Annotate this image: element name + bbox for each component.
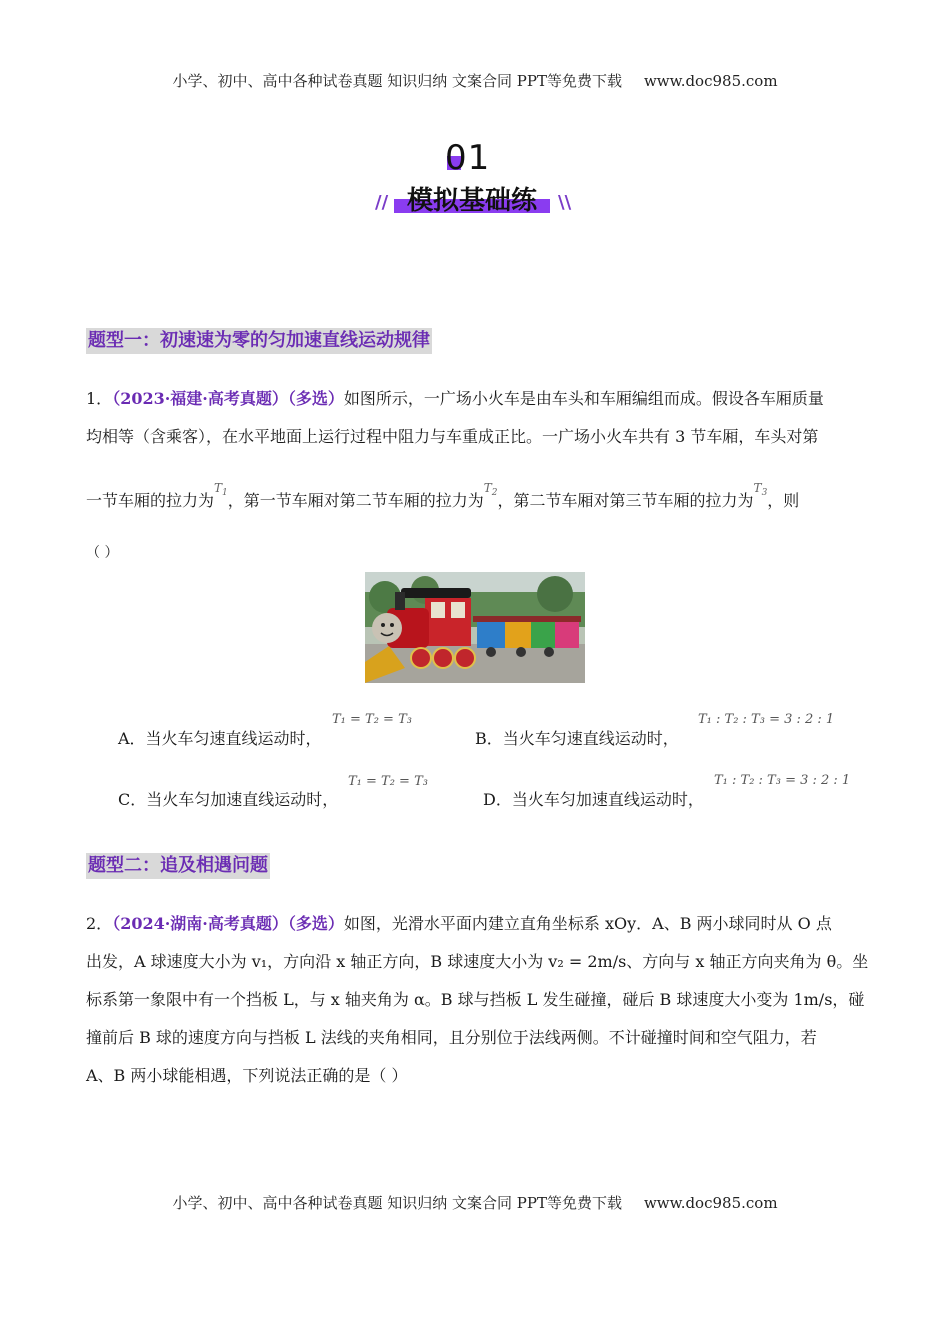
badge-number xyxy=(445,138,515,178)
footer-text: 小学、初中、高中各种试卷真题 知识归纳 文案合同 PPT等免费下载 xyxy=(172,1194,622,1212)
page-header xyxy=(0,70,950,91)
q2-text-line1: 如图，光滑水平面内建立直角坐标系 xOy．A、B 两小球同时从 O 点 xyxy=(343,914,832,933)
badge-slash-left: // xyxy=(375,192,389,213)
q1-line3 xyxy=(86,482,866,526)
q2-line4: 撞前后 B 球的速度方向与挡板 L 法线的夹角相同，且分别位于法线两侧。不计碰撞时间和空气阻力，若 xyxy=(86,1028,817,1047)
q1-t2: T2 xyxy=(483,481,498,498)
option-a-label: A．当火车匀速直线运动时， xyxy=(118,729,322,748)
footer-site[interactable]: www.doc985.com xyxy=(643,1194,778,1212)
option-a-formula: T₁ = T₂ = T₃ xyxy=(332,712,412,727)
q1-text-line3a: 一节车厢的拉力为 xyxy=(86,491,215,510)
option-d[interactable] xyxy=(483,787,704,810)
option-c[interactable] xyxy=(118,787,338,810)
q1-source: （2023·福建·高考真题）（多选） xyxy=(112,389,344,408)
option-d-formula: T₁ : T₂ : T₃ = 3 : 2 : 1 xyxy=(714,773,851,788)
option-b-formula: T₁ : T₂ : T₃ = 3 : 2 : 1 xyxy=(698,712,835,727)
option-c-label: C．当火车匀加速直线运动时， xyxy=(118,790,339,809)
q1-text-line3b: ，第一节车厢对第二节车厢的拉力为 xyxy=(227,491,484,510)
q2-line2: 出发，A 球速度大小为 v₁，方向沿 x 轴正方向，B 球速度大小为 v₂ = 2m/s、方向与 x 轴正方向夹角为 θ。坐 xyxy=(86,952,869,971)
page-footer xyxy=(0,1192,950,1213)
train-illustration xyxy=(365,572,585,683)
q1-t3: T3 xyxy=(753,481,768,498)
option-a[interactable] xyxy=(118,726,322,749)
q2-line1 xyxy=(86,905,866,943)
header-text: 小学、初中、高中各种试卷真题 知识归纳 文案合同 PPT等免费下载 xyxy=(172,72,622,90)
q2-source: （2024·湖南·高考真题）（多选） xyxy=(112,914,344,933)
option-d-label: D．当火车匀加速直线运动时， xyxy=(483,790,704,809)
q1-line2: 均相等（含乘客），在水平地面上运行过程中阻力与车重成正比。一广场小火车共有 3 节车厢，车头对第 xyxy=(86,427,819,446)
q2-line5: A、B 两小球能相遇，下列说法正确的是（ ） xyxy=(86,1066,408,1085)
section-title-1: 题型一：初速速为零的匀加速直线运动规律 xyxy=(86,328,432,354)
header-site[interactable]: www.doc985.com xyxy=(643,72,778,90)
badge-title: 模拟基础练 xyxy=(406,186,537,216)
badge-slash-right: \\ xyxy=(558,192,572,213)
q1-text-line3d: ，则 xyxy=(767,491,800,510)
section-title-2: 题型二：追及相遇问题 xyxy=(86,853,270,879)
option-b-label: B．当火车匀速直线运动时， xyxy=(475,729,679,748)
q1-answer-blank: （ ） xyxy=(86,545,119,561)
q1-text-line3c: ，第二节车厢对第三节车厢的拉力为 xyxy=(497,491,754,510)
q1-number: 1． xyxy=(86,389,113,408)
option-b[interactable] xyxy=(475,726,679,749)
q1-text-line1: 如图所示，一广场小火车是由车头和车厢编组而成。假设各车厢质量 xyxy=(343,389,824,408)
q1-t1: T1 xyxy=(214,481,228,498)
q2-number: 2． xyxy=(86,914,113,933)
q1-line1 xyxy=(86,380,866,418)
option-c-formula: T₁ = T₂ = T₃ xyxy=(348,774,428,789)
train-photo xyxy=(365,572,585,683)
badge-number-text: 01 xyxy=(445,138,491,178)
q2-line3: 标系第一象限中有一个挡板 L，与 x 轴夹角为 α。B 球与挡板 L 发生碰撞，碰后 B 球速度大小变为 1m/s，碰 xyxy=(86,990,865,1009)
